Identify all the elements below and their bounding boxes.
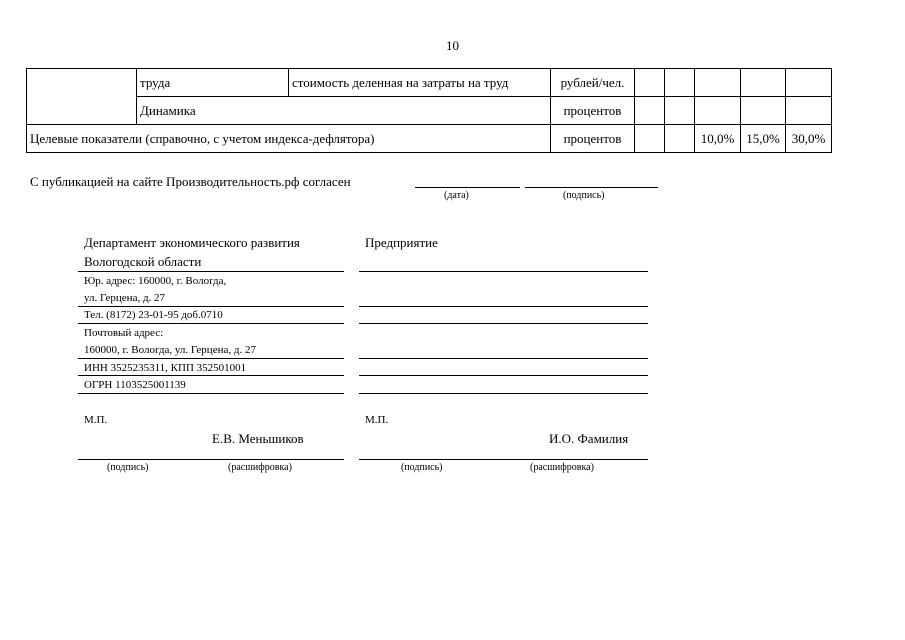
signature-caption: (подпись): [563, 190, 605, 201]
postal-address-line2: 160000, г. Вологда, ул. Герцена, д. 27: [84, 344, 256, 356]
legal-address-line2: ул. Герцена, д. 27: [84, 292, 166, 304]
page-number: 10: [446, 38, 459, 53]
table-row: [27, 125, 832, 153]
stamp-label: М.П.: [84, 414, 108, 426]
target-label-cell: Целевые показатели (справочно, с учетом индекса-дефлятора): [27, 125, 551, 153]
stamp-label: М.П.: [365, 414, 389, 426]
divider: [78, 323, 344, 324]
value-cell: 15,0%: [741, 125, 786, 153]
divider: [78, 306, 344, 307]
table-row: [27, 97, 832, 125]
divider: [359, 393, 648, 394]
date-line: [415, 187, 520, 188]
consent-text: С публикацией на сайте Производительность.рф согласен: [30, 174, 351, 189]
divider: [78, 393, 344, 394]
divider: [359, 375, 648, 376]
postal-address-line1: Почтовый адрес:: [84, 327, 164, 339]
indicators-table: [26, 68, 832, 153]
decode-caption: (расшифровка): [530, 462, 594, 473]
unit-cell: рублей/чел.: [551, 69, 635, 97]
unit-cell: процентов: [551, 97, 635, 125]
indicator-cell: труда: [137, 69, 289, 97]
date-caption: (дата): [444, 190, 469, 201]
right-signatory: И.О. Фамилия: [549, 431, 629, 446]
left-party-name-line1: Департамент экономического развития: [84, 235, 300, 250]
inn-kpp-text: ИНН 3525235311, КПП 352501001: [84, 362, 247, 374]
divider: [359, 358, 648, 359]
signature-line: [525, 187, 658, 188]
signature-line: [359, 459, 648, 460]
legal-address-line1: Юр. адрес: 160000, г. Вологда,: [84, 275, 227, 287]
sign-caption: (подпись): [107, 462, 149, 473]
left-signatory: Е.В. Меньшиков: [212, 431, 304, 446]
indicator-cell: Динамика: [137, 97, 551, 125]
divider: [359, 323, 648, 324]
unit-cell: процентов: [551, 125, 635, 153]
signature-line: [78, 459, 344, 460]
decode-caption: (расшифровка): [228, 462, 292, 473]
divider: [78, 271, 344, 272]
value-cell: 10,0%: [695, 125, 741, 153]
phone-text: Тел. (8172) 23-01-95 доб.0710: [84, 309, 223, 321]
description-cell: стоимость деленная на затраты на труд: [289, 69, 551, 97]
divider: [359, 306, 648, 307]
left-party-name-line2: Вологодской области: [84, 254, 202, 269]
sign-caption: (подпись): [401, 462, 443, 473]
divider: [78, 358, 344, 359]
table-row: [27, 69, 832, 97]
right-party-name: Предприятие: [365, 235, 438, 250]
value-cell: 30,0%: [786, 125, 832, 153]
divider: [359, 271, 648, 272]
divider: [78, 375, 344, 376]
table-cell-empty: [27, 69, 137, 125]
ogrn-text: ОГРН 1103525001139: [84, 379, 186, 391]
